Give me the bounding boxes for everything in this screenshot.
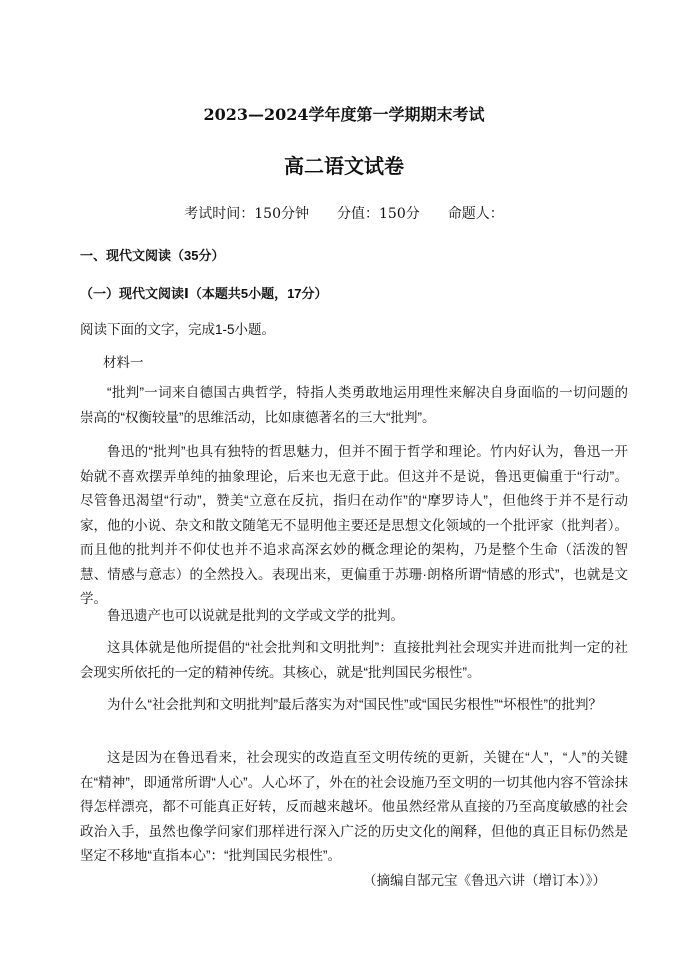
paragraph: “批判”一词来自德国古典哲学，特指人类勇敢地运用理性来解决自身面临的一切问题的崇高的“权衡较量”的思维活动，比如康德著名的三大“批判”。 (80, 385, 628, 425)
paragraph: 鲁迅遗产也可以说就是批判的文学或文学的批判。 (107, 608, 404, 623)
exam-info (0, 203, 688, 223)
exam-title: 2023—2024学年度第一学期期末考试 (203, 105, 485, 124)
exam-score: 分值：150分 (337, 206, 420, 222)
paper-title: 高二语文试卷 (284, 154, 404, 178)
material-label: 材料一 (103, 355, 144, 370)
exam-time: 考试时间：150分钟 (184, 206, 309, 222)
section-heading: 一、现代文阅读（35分） (80, 248, 225, 263)
subsection-heading: （一）现代文阅读Ⅰ（本题共5小题，17分） (80, 286, 328, 301)
paragraph: 这具体就是他所提倡的“社会批判和文明批判”：直接批判社会现实并进而批判一定的社会现实所依托的一定的精神传统。其核心，就是“批判国民劣根性”。 (80, 640, 628, 680)
paragraph: 鲁迅的“批判”也具有独特的哲思魅力，但并不囿于哲学和理论。竹内好认为，鲁迅一开始就不喜欢摆弄单纯的抽象理论，后来也无意于此。但这并不是说，鲁迅更偏重于“行动”。尽管鲁迅渴望“行动”，赞美“立意在反抗，指归在动作”的“摩罗诗人”，但他终于并不是行动家，他的小说、杂文和散文随笔无不显明他主要还是思想文化领域的一个批评家（批判者）。而且他的批判并不仰仗也并不追求高深玄妙的概念理论的架构，乃是整个生命（活泼的智慧、情感与意志）的全然投入。表现出来，更偏重于苏珊·朗格所谓“情感的形式”，也就是文学。 (80, 444, 628, 606)
paragraph: 为什么“社会批判和文明批判”最后落实为对“国民性”或“国民劣根性”“坏根性”的批判？ (107, 697, 602, 712)
exam-author: 命题人： (447, 206, 504, 222)
paragraph: 这是因为在鲁迅看来，社会现实的改造直至文明传统的更新，关键在“人”，“人”的关键在“精神”，即通常所谓“人心”。人心坏了，外在的社会设施乃至文明的一切其他内容不管涂抹得怎样漂亮，都不可能真正好转，反而越来越坏。他虽然经常从直接的乃至高度敏感的社会政治入手，虽然也像学问家们那样进行深入广泛的历史文化的阐释，但他的真正目标仍然是坚定不移地“直指本心”：“批判国民劣根性”。 (80, 750, 628, 863)
reading-instruction: 阅读下面的文字，完成1-5小题。 (80, 322, 276, 337)
source-citation: （摘编自郜元宝《鲁迅六讲（增订本）》） (363, 873, 606, 888)
